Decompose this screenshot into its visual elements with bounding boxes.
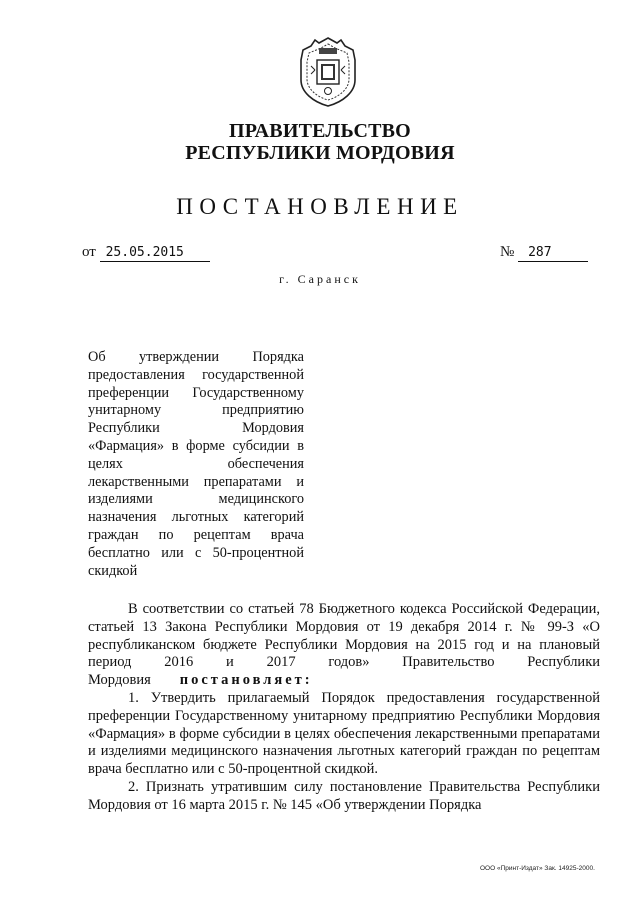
number-line [500,244,588,262]
resolution-verb: постановляет: [179,672,313,689]
date-line [82,244,210,262]
city-label: г. Саранск [279,272,361,286]
printer-footer: ООО «Принт-Издат» Зак. 14925-2000. [480,865,595,872]
body-paragraph-3: 2. Признать утратившим силу постановление Правительства Республики Мордовия от 16 марта 2015 г. № 145 «Об утверждении Порядка [88,778,600,813]
document-type: ПОСТАНОВЛЕНИЕ [176,194,464,219]
document-body [88,601,600,815]
document-subject: Об утверждении Порядка предоставления государственной преференции Государственному унитарному предприятию Республики Мордовия «Фармация» в форме субсидии в целях обеспечения лекарственными препаратами и изделиями медицинского назначения льготных категорий граждан по рецептам врача бесплатно или с 50-процентной скидкой [88,349,304,579]
coat-of-arms-emblem [297,36,359,108]
government-title [0,120,640,164]
body-paragraph-2: 1. Утвердить прилагаемый Порядок предоставления государственной преференции Государственному унитарному предприятию Республики Мордовия «Фармация» в форме субсидии в целях обеспечения лекарственными препаратами и изделиями медицинского назначения льготных категорий граждан по рецептам врача бесплатно или с 50-процентной скидкой. [88,689,600,778]
date-prefix: от [82,244,96,260]
government-line-2: РЕСПУБЛИКИ МОРДОВИЯ [185,142,455,164]
body-paragraph-1 [88,601,600,690]
number-prefix: № [500,244,515,260]
government-line-1: ПРАВИТЕЛЬСТВО [229,120,411,142]
number-value: 287 [518,245,588,262]
paragraph-1-text: В соответствии со статьей 78 Бюджетного кодекса Российской Федерации, статьей 13 Закона Республики Мордовия от 19 декабря 2014 г. № 99-З «О республиканском бюджете Республики Мордовия на 2015 год и на плановый период 2016 и 2017 годов» Правительство Республики Мордовия [88,601,600,689]
date-value: 25.05.2015 [100,245,210,262]
